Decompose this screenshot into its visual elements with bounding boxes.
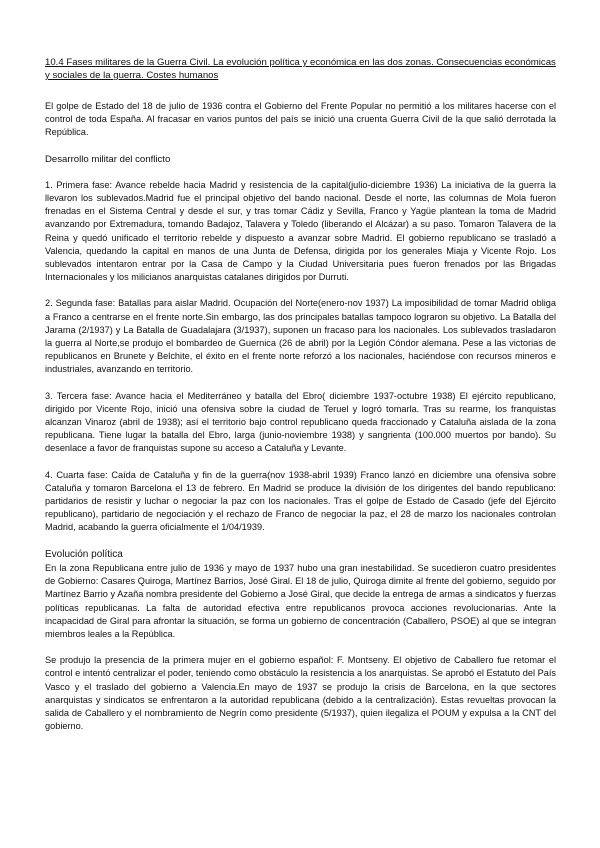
political-paragraph-1: En la zona Republicana entre julio de 1936 y mayo de 1937 hubo una gran inestabilidad. Se sucedieron cuatro presidentes de Gobierno: Casares Quiroga, Martínez Barrios, José Giral. El 18 de julio, Quiroga dimite al frente del gobierno, seguido por Martínez Barrio y Azaña nombra presidente del Gobierno a José Giral, que decide la entrega de armas a sindicatos y fuerzas políticas republicanas. La falta de autoridad efectiva entre republicanos provoca acciones revolucionarias. Ante la incapacidad de Giral para afrontar la situación, se forma un gobierno de concentración (Caballero, PSOE) al que se integran miembros leales a la República. <box>45 562 556 639</box>
document-title: 10.4 Fases militares de la Guerra Civil. La evolución política y económica en las dos zonas. Consecuencias económicas y sociales de la guerra. Costes humanos <box>45 57 556 81</box>
political-section-heading: Evolución política <box>45 548 123 560</box>
phase-4-paragraph: 4. Cuarta fase: Caída de Cataluña y fin de la guerra(nov 1938-abril 1939) Franco lanzó en diciembre una ofensiva sobre Cataluña y tomaron Barcelona el 13 de febrero. En Madrid se produce la división de los dirigentes del bando republicano: partidarios de resistir y luchar o negociar la paz con los nacionales. Tras el golpe de Estado de Casado (jefe del Ejército republicano), partidario de negociación y el rechazo de Franco de negociar la paz, el 28 de marzo los nacionales controlan Madrid, acabando la guerra oficialmente el 1/04/1939. <box>45 469 556 533</box>
military-section-heading: Desarrollo militar del conflicto <box>45 153 171 165</box>
intro-paragraph: El golpe de Estado del 18 de julio de 1936 contra el Gobierno del Frente Popular no permitió a los militares hacerse con el control de toda España. Al fracasar en varios puntos del país se inició una cruenta Guerra Civil de la que salió derrotada la República. <box>45 101 556 138</box>
phase-3-paragraph: 3. Tercera fase: Avance hacia el Mediterráneo y batalla del Ebro( diciembre 1937-octubre 1938) El ejército republicano, dirigido por Vicente Rojo, inició una ofensiva sobre la ciudad de Teruel y logró tomarla. Tras su rearme, los franquistas alcanzan Vinaroz (abril de 1938); así el territorio bajo control republicano queda fraccionado y Cataluña aislada de la zona republicana. Tiene lugar la batalla del Ebro, larga (junio-noviembre 1938) y sangrienta (100.000 muertos por bando). Su desenlace a favor de franquistas supone su acceso a Cataluña y Levante. <box>45 390 556 454</box>
phase-1-paragraph: 1. Primera fase: Avance rebelde hacia Madrid y resistencia de la capital(julio-diciembre 1936) La iniciativa de la guerra la llevaron los sublevados.Madrid fue el principal objetivo del bando nacional. Desde el norte, las columnas de Mola fueron frenadas en el Sistema Central y desde el sur, y tras tomar Cádiz y Sevilla, Franco y Yagüe plantean la toma de Madrid avanzando por Extremadura, tomando Badajoz, Talavera y Toledo (liberando el Alcázar) a su paso. Tomaron Talavera de la Reina y quedó unificado el territorio rebelde y dispuesto a avanzar sobre Madrid. El gobierno republicano se trasladó a Valencia, quedando la capital en manos de una Junta de Defensa, dirigida por los generales Miaja y Vicente Rojo. Los sublevados intentaron entrar por la Casa de Campo y la Ciudad Universitaria pues fueron frenados por las Brigadas Internacionales y los milicianos anarquistas catalanes dirigidos por Durruti. <box>45 179 556 283</box>
phase-2-paragraph: 2. Segunda fase: Batallas para aislar Madrid. Ocupación del Norte(enero-nov 1937) La imposibilidad de tomar Madrid obliga a Franco a centrarse en el frente norte.Sin embargo, las dos principales batallas tampoco lograron su objetivo. La Batalla del Jarama (2/1937) y La Batalla de Guadalajara (3/1937), suponen un fracaso para los nacionales. Los sublevados trasladaron la guerra al Norte,se produjo el bombardeo de Guernica (26 de abril) por la Legión Cóndor alemana. Pese a las victorias de republicanos en Brunete y Belchite, el éxito en el frente norte reforzó a los nacionales, haciéndose con recursos mineros e industriales, avanzando en territorio. <box>45 298 556 375</box>
political-paragraph-2: Se produjo la presencia de la primera mujer en el gobierno español: F. Montseny. El objetivo de Caballero fue retomar el control e intentó centralizar el poder, teniendo como obstáculo la resistencia a los anarquistas. Se aprobó el Estatuto del País Vasco y el traslado del gobierno a Valencia.En mayo de 1937 se produjo la crisis de Barcelona, en la que sectores anarquistas y sindicatos se enfrentaron a la autoridad republicana (debido a la centralización). Estas revueltas provocan la salida de Caballero y el nombramiento de Negrín como presidente (5/1937), quien ilegaliza el POUM y expulsa a la CNT del gobierno. <box>45 655 556 732</box>
